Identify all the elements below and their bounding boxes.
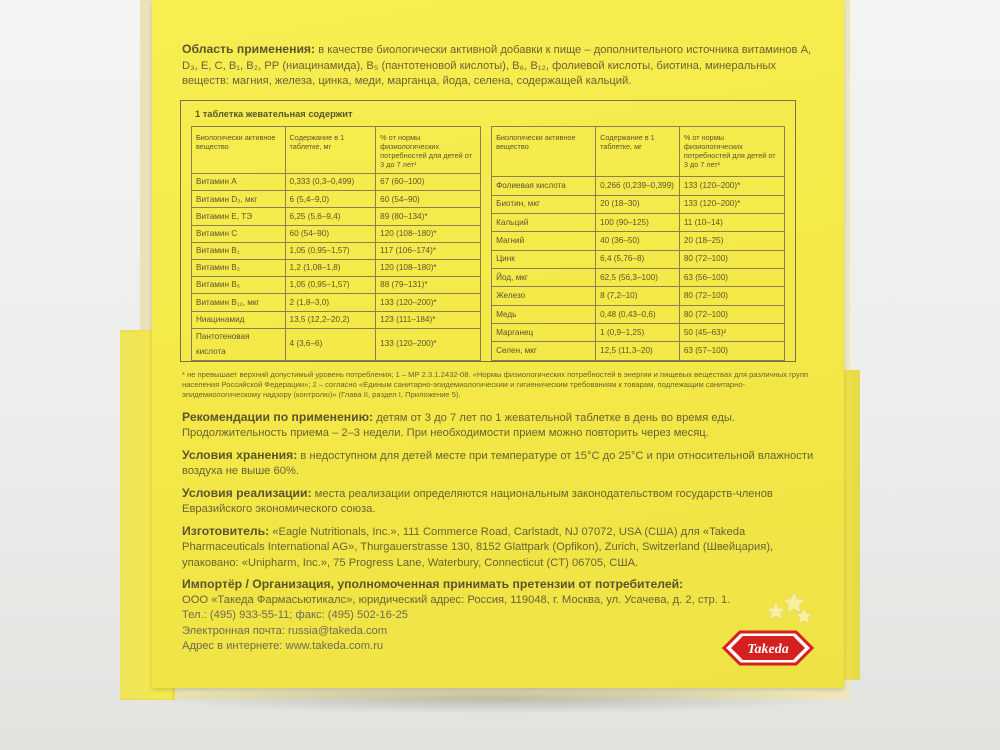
table-cell: 0,266 (0,239–0,399) [596,177,680,195]
table-row [492,305,785,323]
table-cell: 63 (56–100) [679,268,784,286]
table-cell: 89 (80–134)* [376,208,481,225]
recommendations [182,410,822,442]
table-row [492,342,785,360]
table-cell: 8 (7,2–10) [596,287,680,305]
storage-text: в недоступном для детей месте при температуре от 15°С до 25°С и при относительной влажности воздуха не выше 60%. [182,449,814,477]
composition-table-frame [180,100,796,362]
table-cell: 120 (108–180)* [376,259,481,276]
table-cell: Фолиевая кислота [492,177,596,195]
table-header-row [192,127,481,174]
table-cell: 88 (79–131)* [376,277,481,294]
table-cell: 120 (108–180)* [376,225,481,242]
table-cell: Магний [492,232,596,250]
table-row [192,225,481,242]
table-cell: 50 (45–63)² [679,323,784,341]
table-row [192,174,481,191]
table-cell: 80 (72–100) [679,287,784,305]
table-cell: 6 (5,4–9,0) [285,191,376,208]
table-cell: 63 (57–100) [679,342,784,360]
table-row [492,213,785,231]
table-cell: 20 (18–25) [679,232,784,250]
table-cell: 133 (120–200)* [376,328,481,360]
table-cell: 117 (106–174)* [376,242,481,259]
table-cell: 67 (60–100) [376,174,481,191]
table-row [192,328,481,360]
table-cell: Витамин А [192,174,286,191]
table-cell: 12,5 (11,3–20) [596,342,680,360]
table-cell: 1 (0,9–1,25) [596,323,680,341]
table-cell: 100 (90–125) [596,213,680,231]
manufacturer-text: «Eagle Nutritionals, Inc.», 111 Commerce Road, Carlstadt, NJ 07072, USA (США) для «Takeda Pharmaceuticals International AG», Thurgauerstrasse 130, 8152 Glattpark (Opfikon), Zurich, Switzerland (Швейцария), упаковано: «Unipharm, Inc.», 75 Progress Lane, Waterbury, Connecticut (CT) 06705, США. [182,525,774,569]
header-percent: % от нормы физиологических потребностей для детей от 3 до 7 лет¹ [376,127,481,174]
table-cell: 11 (10–14) [679,213,784,231]
table-cell: Цинк [492,250,596,268]
table-cell: 1,05 (0,95–1,57) [285,242,376,259]
table-row [492,250,785,268]
header-content: Содержание в 1 таблетке, мг [285,127,376,174]
table-row [192,242,481,259]
importer-label: Импортёр / Организация, уполномоченная принимать претензии от потребителей: [182,577,684,591]
table-row [192,311,481,328]
usage-area-label: Область применения: [182,42,316,56]
manufacturer-label: Изготовитель: [182,523,270,538]
storage-label: Условия хранения: [182,447,298,462]
table-cell: Биотин, мкг [492,195,596,213]
table-cell: 1,05 (0,95–1,57) [285,277,376,294]
table-cell: Витамин В₁₂, мкг [192,294,286,311]
composition-table-title: 1 таблетка жевательная содержит [195,108,353,119]
table-cell: 4 (3,6–6) [285,328,376,360]
table-cell: Кальций [492,213,596,231]
composition-table-left [191,126,481,361]
table-row [192,277,481,294]
table-footnote: * не превышает верхний допустимый уровень потребления; 1 – МР 2.3.1.2432-08. «Нормы физиологических потребностей в энергии и пищевых веществах для различных групп населения Российской Федерации»; 2 – согласно «Единым санитарно-эпидемиологическим и гигиеническим требованиям к товарам, подлежащим санитарно-эпидемиологическому надзору (контролю)» (Глава II, раздел I, Приложение 5). [182,369,809,399]
table-cell: Йод, мкг [492,268,596,286]
table-cell: Марганец [492,323,596,341]
importer-line: Электронная почта: russia@takeda.com [182,624,388,637]
table-row [492,195,785,213]
table-cell: Ниацинамид [192,311,286,328]
table-cell: 6,4 (5,76–8) [596,250,680,268]
manufacturer [182,524,822,572]
table-cell: 60 (54–90) [285,225,376,242]
table-row [192,259,481,276]
header-percent: % от нормы физиологических потребностей для детей от 3 до 7 лет¹ [679,127,784,177]
table-row [192,191,481,208]
table-cell: 0,48 (0,43–0,6) [596,305,680,323]
table-row [492,268,785,286]
table-cell: 133 (120–200)* [376,294,481,311]
logo-text: Takeda [747,642,789,657]
table-cell: 60 (54–90) [376,191,481,208]
table-cell: 133 (120–200)* [679,177,784,195]
table-cell: Селен, мкг [492,342,596,360]
table-cell: 2 (1,8–3,0) [285,294,376,311]
recommendations-text: детям от 3 до 7 лет по 1 жевательной таблетке в день во время еды. Продолжительность приема – 2–3 недели. При необходимости прием можно повторить через месяц. [182,411,736,439]
header-content: Содержание в 1 таблетке, мг [596,127,680,177]
composition-table-right [491,126,785,361]
table-cell: 123 (111–184)* [376,311,481,328]
table-cell: Железо [492,287,596,305]
table-cell: Витамин D₃, мкг [192,191,286,208]
table-cell: 40 (36–50) [596,232,680,250]
importer-line: ООО «Такеда Фармасьютикалс», юридический адрес: Россия, 119048, г. Москва, ул. Усачева, д. 2, стр. 1. [182,593,731,606]
table-row [492,287,785,305]
table-cell: 62,5 (56,3–100) [596,268,680,286]
storage-conditions [182,448,822,480]
table-cell: 20 (18–30) [596,195,680,213]
table-row [492,177,785,195]
usage-area-text: в качестве биологически активной добавки к пище – дополнительного источника витаминов А, D₃, Е, С, В₁, В₂, РР (ниацинамида), В₅ (пантотеновой кислоты), В₆, В₁₂, фолиевой кислоты, биотина, минеральных веществ: магния, железа, цинка, меди, марганца, йода, селена, содержащей кальций. [182,44,812,87]
header-substance: Биологически активное вещество [492,127,596,177]
usage-area [182,42,822,90]
table-cell: 80 (72–100) [679,305,784,323]
table-header-row [492,127,785,177]
importer-line: Тел.: (495) 933-55-11; факс: (495) 502-16-25 [182,609,409,621]
table-cell: 13,5 (12,2–20,2) [285,311,376,328]
table-row [192,294,481,311]
table-cell: Витамин Е, ТЭ [192,208,286,225]
takeda-logo [720,628,816,668]
sales-text: места реализации определяются национальным законодательством государств-членов Евразийского экономического союза. [182,487,773,515]
sales-conditions [182,486,822,518]
table-row [492,323,785,341]
package-back-panel [152,0,844,688]
table-row [192,208,481,225]
table-cell: Медь [492,305,596,323]
table-cell: Витамин В₂ [192,259,286,276]
table-cell: 80 (72–100) [679,250,784,268]
table-row [492,232,785,250]
recommendations-label: Рекомендации по применению: [182,409,374,424]
header-substance: Биологически активное вещество [192,127,286,174]
stars-decoration-icon [760,588,820,628]
table-cell: 133 (120–200)* [679,195,784,213]
table-cell: Витамин В₆ [192,277,286,294]
table-cell: Витамин В₁ [192,242,286,259]
box-shadow [150,684,840,714]
label-content [182,42,822,661]
table-cell: Пантотеновая кислота [192,328,286,360]
table-cell: Витамин С [192,225,286,242]
table-cell: 6,25 (5,6–9,4) [285,208,376,225]
importer-line: Адрес в интернете: www.takeda.com.ru [182,640,384,652]
table-cell: 0,333 (0,3–0,499) [285,174,376,191]
sales-label: Условия реализации: [182,485,312,500]
table-cell: 1,2 (1,08–1,8) [285,259,376,276]
